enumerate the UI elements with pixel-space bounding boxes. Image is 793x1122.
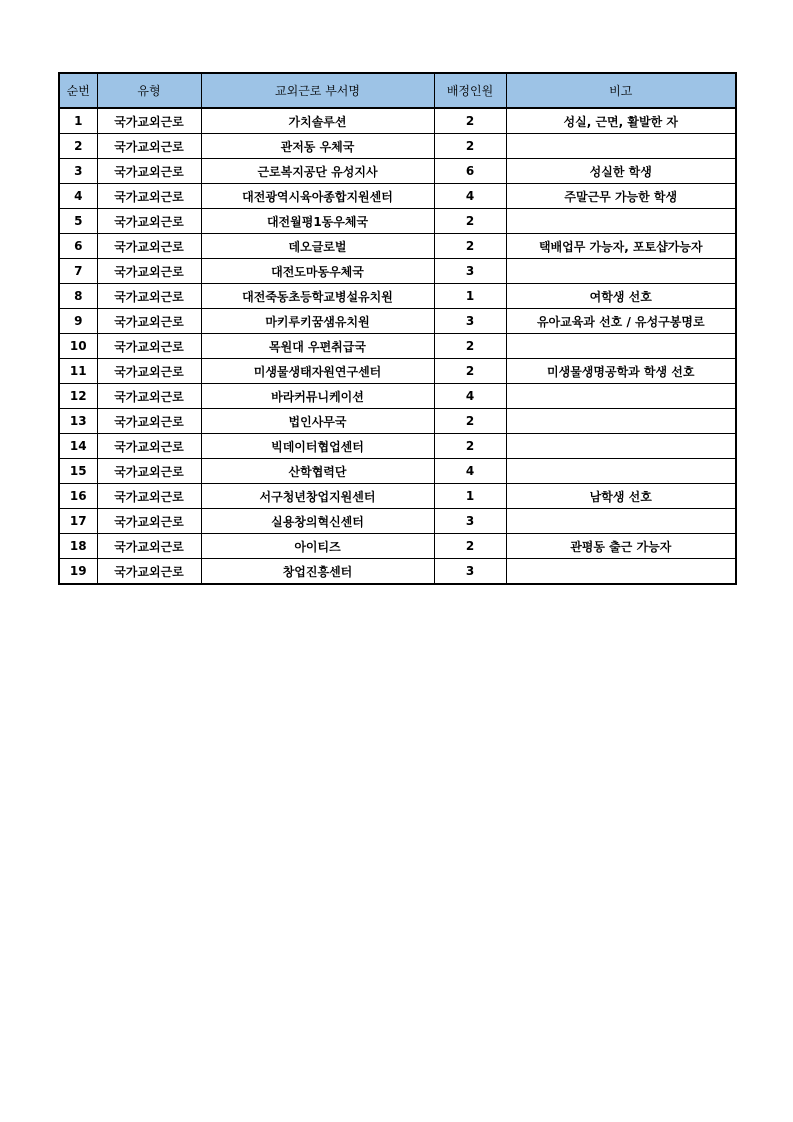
row-note: 여학생 선호 — [506, 284, 736, 309]
assignment-table — [58, 72, 737, 585]
row-assigned-count: 3 — [434, 559, 506, 585]
row-type: 국가교외근로 — [97, 234, 201, 259]
row-type: 국가교외근로 — [97, 484, 201, 509]
table-row — [59, 234, 736, 259]
row-type: 국가교외근로 — [97, 359, 201, 384]
row-assigned-count: 6 — [434, 159, 506, 184]
row-note — [506, 384, 736, 409]
table-row — [59, 159, 736, 184]
row-department: 근로복지공단 유성지사 — [201, 159, 434, 184]
row-number: 19 — [59, 559, 97, 585]
row-number: 18 — [59, 534, 97, 559]
table-row — [59, 108, 736, 134]
row-number: 1 — [59, 108, 97, 134]
table-row — [59, 259, 736, 284]
table-row — [59, 184, 736, 209]
row-type: 국가교외근로 — [97, 384, 201, 409]
row-department: 가치솔루션 — [201, 108, 434, 134]
row-note: 택배업무 가능자, 포토샵가능자 — [506, 234, 736, 259]
row-number: 3 — [59, 159, 97, 184]
row-type: 국가교외근로 — [97, 434, 201, 459]
row-number: 5 — [59, 209, 97, 234]
row-number: 11 — [59, 359, 97, 384]
row-type: 국가교외근로 — [97, 459, 201, 484]
row-type: 국가교외근로 — [97, 509, 201, 534]
row-assigned-count: 2 — [434, 234, 506, 259]
row-note — [506, 459, 736, 484]
row-type: 국가교외근로 — [97, 559, 201, 585]
header-dept: 교외근로 부서명 — [201, 73, 434, 108]
row-department: 바라커뮤니케이션 — [201, 384, 434, 409]
row-department: 미생물생태자원연구센터 — [201, 359, 434, 384]
row-department: 데오글로벌 — [201, 234, 434, 259]
row-assigned-count: 1 — [434, 484, 506, 509]
row-number: 8 — [59, 284, 97, 309]
row-type: 국가교외근로 — [97, 108, 201, 134]
row-assigned-count: 4 — [434, 384, 506, 409]
row-assigned-count: 2 — [434, 209, 506, 234]
row-number: 6 — [59, 234, 97, 259]
row-assigned-count: 2 — [434, 108, 506, 134]
table-row — [59, 509, 736, 534]
row-type: 국가교외근로 — [97, 334, 201, 359]
row-type: 국가교외근로 — [97, 134, 201, 159]
row-assigned-count: 2 — [434, 134, 506, 159]
header-note: 비고 — [506, 73, 736, 108]
row-number: 15 — [59, 459, 97, 484]
row-note: 주말근무 가능한 학생 — [506, 184, 736, 209]
row-assigned-count: 2 — [434, 359, 506, 384]
header-count: 배정인원 — [434, 73, 506, 108]
row-type: 국가교외근로 — [97, 284, 201, 309]
table-row — [59, 434, 736, 459]
row-department: 법인사무국 — [201, 409, 434, 434]
table-row — [59, 459, 736, 484]
row-number: 7 — [59, 259, 97, 284]
row-type: 국가교외근로 — [97, 159, 201, 184]
row-type: 국가교외근로 — [97, 534, 201, 559]
row-type: 국가교외근로 — [97, 209, 201, 234]
row-note — [506, 559, 736, 585]
table-header — [59, 73, 736, 108]
row-assigned-count: 2 — [434, 409, 506, 434]
row-number: 9 — [59, 309, 97, 334]
row-number: 4 — [59, 184, 97, 209]
row-department: 아이티즈 — [201, 534, 434, 559]
row-department: 실용창의혁신센터 — [201, 509, 434, 534]
row-assigned-count: 2 — [434, 434, 506, 459]
row-note: 미생물생명공학과 학생 선호 — [506, 359, 736, 384]
table-row — [59, 309, 736, 334]
row-department: 빅데이터협업센터 — [201, 434, 434, 459]
row-type: 국가교외근로 — [97, 409, 201, 434]
row-assigned-count: 2 — [434, 334, 506, 359]
row-type: 국가교외근로 — [97, 259, 201, 284]
row-number: 10 — [59, 334, 97, 359]
row-assigned-count: 1 — [434, 284, 506, 309]
row-department: 관저동 우체국 — [201, 134, 434, 159]
table-row — [59, 359, 736, 384]
table-row — [59, 384, 736, 409]
row-assigned-count: 4 — [434, 459, 506, 484]
row-assigned-count: 3 — [434, 509, 506, 534]
row-assigned-count: 2 — [434, 534, 506, 559]
row-department: 산학협력단 — [201, 459, 434, 484]
row-note — [506, 509, 736, 534]
row-note: 성실한 학생 — [506, 159, 736, 184]
table-row — [59, 209, 736, 234]
row-note — [506, 209, 736, 234]
row-assigned-count: 4 — [434, 184, 506, 209]
row-assigned-count: 3 — [434, 309, 506, 334]
row-note: 관평동 출근 가능자 — [506, 534, 736, 559]
row-note — [506, 259, 736, 284]
row-note — [506, 334, 736, 359]
row-note — [506, 409, 736, 434]
row-department: 창업진흥센터 — [201, 559, 434, 585]
row-type: 국가교외근로 — [97, 309, 201, 334]
table-row — [59, 534, 736, 559]
header-no: 순번 — [59, 73, 97, 108]
row-department: 대전광역시육아종합지원센터 — [201, 184, 434, 209]
table-row — [59, 334, 736, 359]
row-number: 16 — [59, 484, 97, 509]
row-note — [506, 134, 736, 159]
row-note: 남학생 선호 — [506, 484, 736, 509]
table-row — [59, 559, 736, 585]
row-type: 국가교외근로 — [97, 184, 201, 209]
row-number: 17 — [59, 509, 97, 534]
table-row — [59, 484, 736, 509]
row-note — [506, 434, 736, 459]
row-department: 마키루키꿈샘유치원 — [201, 309, 434, 334]
header-row — [59, 73, 736, 108]
row-department: 목원대 우편취급국 — [201, 334, 434, 359]
table-body — [59, 108, 736, 584]
table-row — [59, 284, 736, 309]
row-department: 대전도마동우체국 — [201, 259, 434, 284]
row-note: 성실, 근면, 활발한 자 — [506, 108, 736, 134]
table-row — [59, 409, 736, 434]
row-number: 2 — [59, 134, 97, 159]
row-department: 대전월평1동우체국 — [201, 209, 434, 234]
row-department: 서구청년창업지원센터 — [201, 484, 434, 509]
row-number: 14 — [59, 434, 97, 459]
header-type: 유형 — [97, 73, 201, 108]
row-number: 12 — [59, 384, 97, 409]
table-row — [59, 134, 736, 159]
row-department: 대전죽동초등학교병설유치원 — [201, 284, 434, 309]
row-number: 13 — [59, 409, 97, 434]
row-assigned-count: 3 — [434, 259, 506, 284]
row-note: 유아교육과 선호 / 유성구봉명로 — [506, 309, 736, 334]
